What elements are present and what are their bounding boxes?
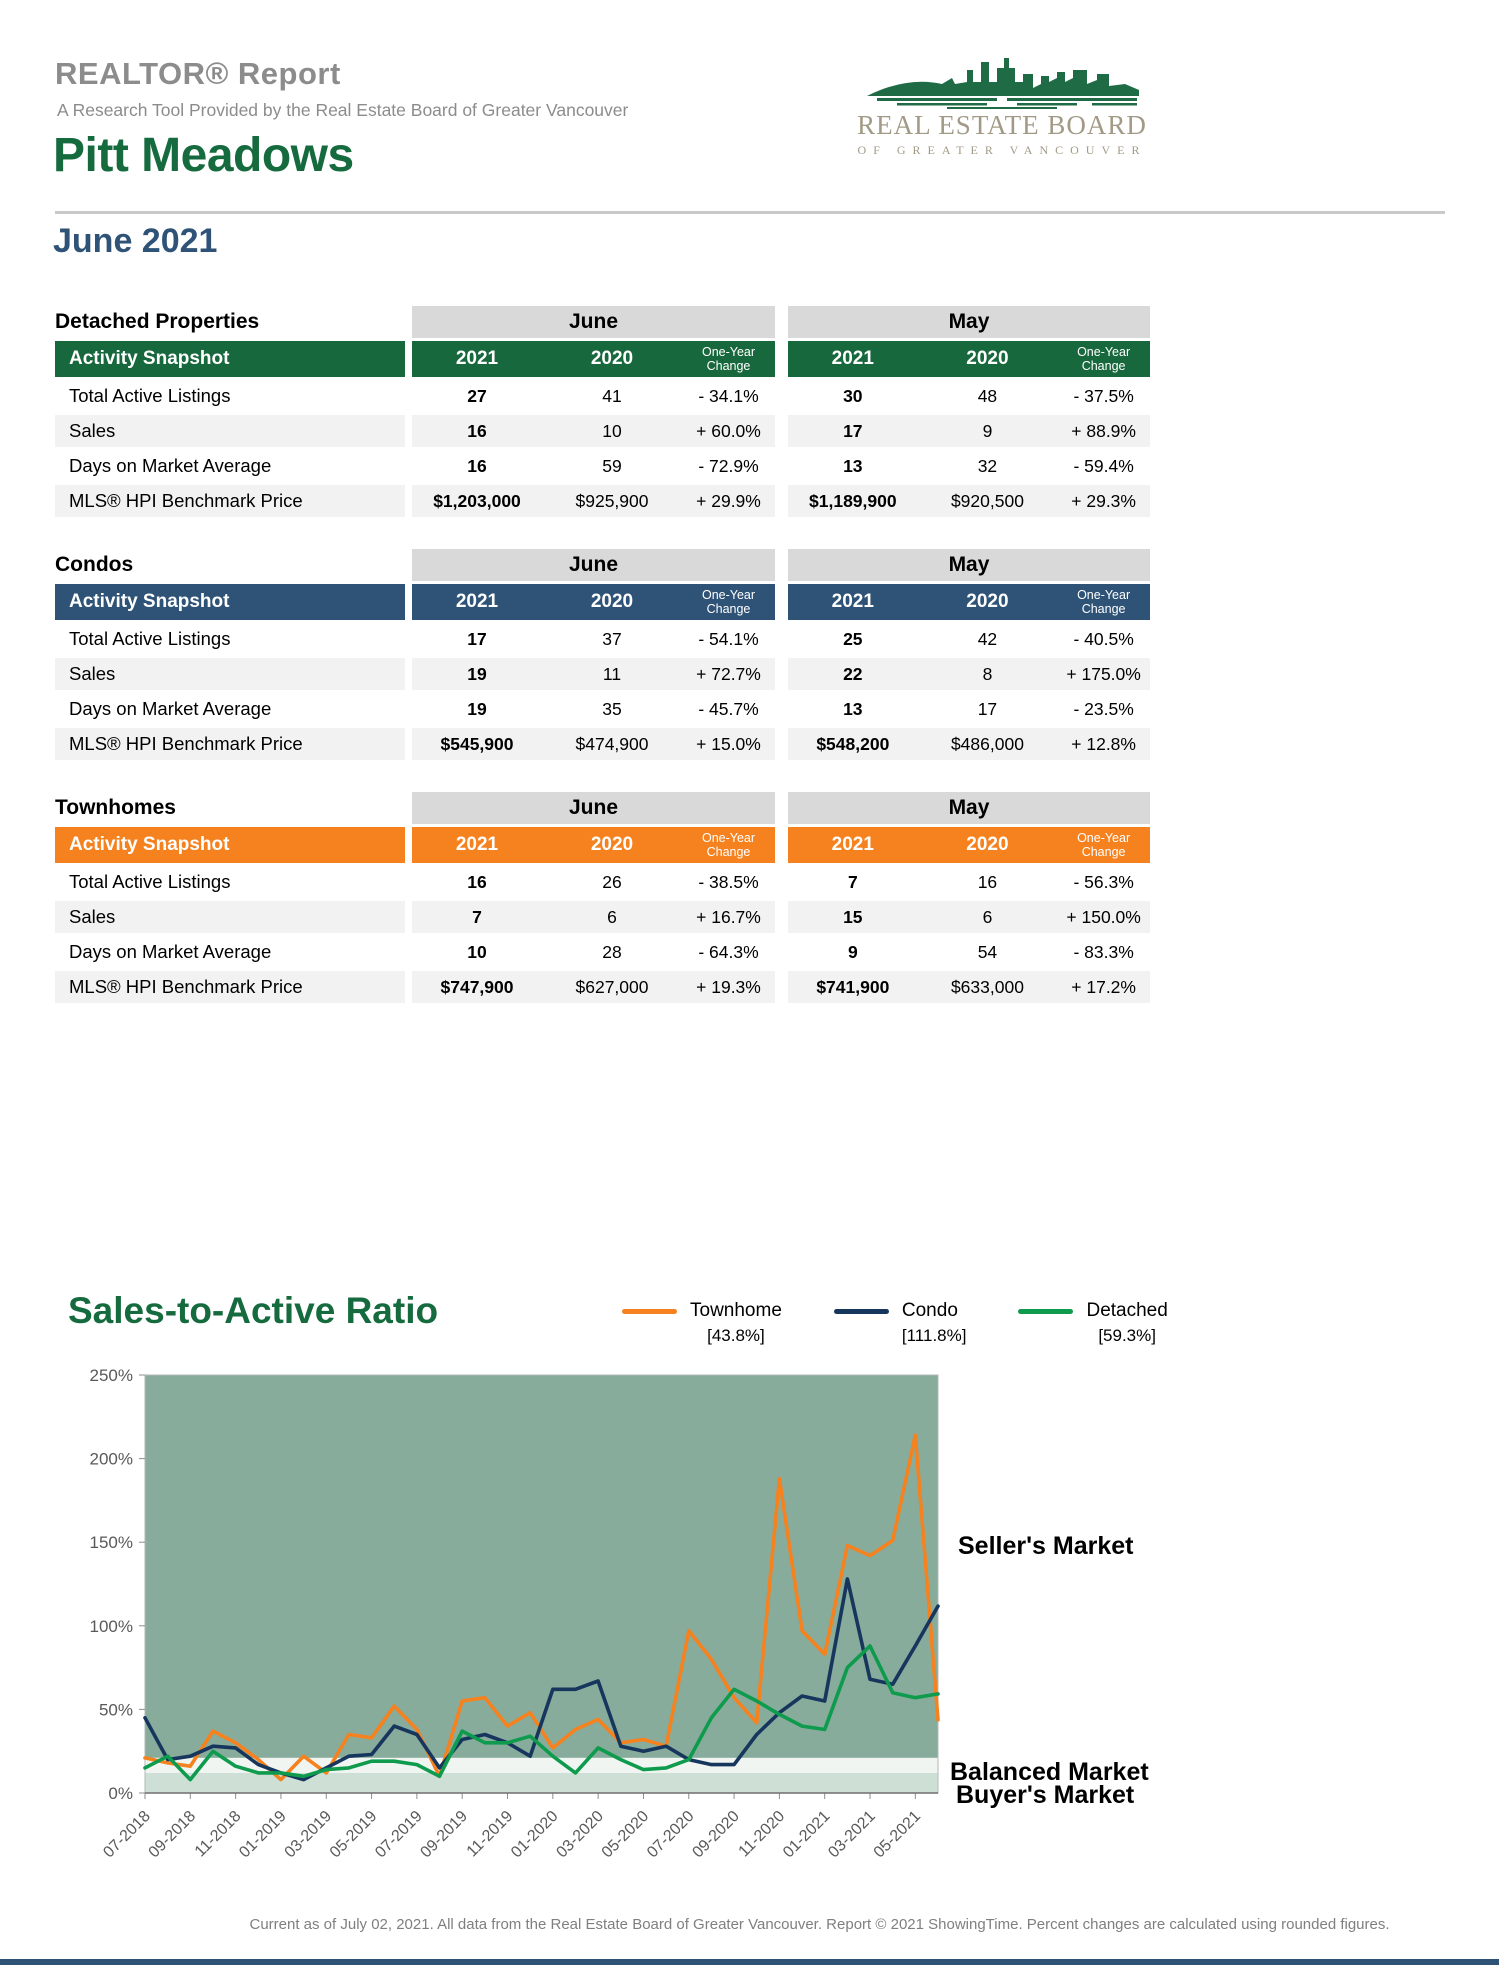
detached-line-swatch-icon	[1018, 1309, 1073, 1314]
x-tick-label: 03-2021	[825, 1807, 879, 1862]
table-cell: 28	[602, 941, 622, 962]
may-values	[788, 450, 1150, 482]
col-header-2020: 2020	[590, 834, 634, 855]
table-cell: 30	[843, 385, 863, 406]
vancouver-skyline-icon	[857, 48, 1147, 110]
band-buyer-s-market	[145, 1773, 938, 1793]
col-header-2021: 2021	[831, 591, 874, 612]
table-cell: 48	[977, 385, 998, 406]
x-tick-label: 03-2019	[281, 1807, 336, 1862]
table-cell: $633,000	[950, 976, 1024, 997]
table-cell: + 60.0%	[696, 420, 761, 441]
group-header-june: June	[412, 549, 775, 581]
table-cell: 10	[602, 420, 622, 441]
table-body	[55, 866, 1155, 1003]
table-head-row	[55, 306, 1155, 338]
table-condos	[55, 549, 1155, 760]
table-cell: + 15.0%	[696, 733, 761, 754]
row-label: Sales	[55, 415, 405, 447]
may-values	[788, 415, 1150, 447]
x-tick-label: 09-2019	[417, 1807, 472, 1862]
table-head-row	[55, 792, 1155, 824]
col-header-one-year-change: One-Year Change	[701, 587, 756, 616]
col-header-one-year-change: One-Year Change	[1077, 344, 1131, 373]
sales-to-active-ratio-chart	[52, 1368, 972, 1928]
col-header-one-year-change: One-Year Change	[701, 344, 756, 373]
report-month: June 2021	[53, 222, 218, 260]
table-cell: 54	[977, 941, 998, 962]
col-header-2021: 2021	[831, 834, 874, 855]
table-cell: + 19.3%	[696, 976, 761, 997]
snapshot-header-row	[55, 341, 1155, 377]
legend-item-condo	[834, 1300, 967, 1346]
y-tick-label: 200%	[89, 1449, 133, 1469]
table-cell: 9	[847, 941, 858, 962]
table-cell: 19	[467, 698, 487, 719]
table-cell: 11	[602, 663, 622, 684]
table-cell: 6	[607, 906, 617, 927]
x-tick-label: 11-2019	[463, 1807, 517, 1861]
table-cell: $747,900	[440, 976, 514, 997]
table-cell: 17	[467, 628, 487, 649]
table-cell: $920,500	[950, 490, 1024, 511]
table-cell: 6	[982, 906, 993, 927]
group-header-june: June	[412, 306, 775, 338]
table-cell: 13	[843, 455, 863, 476]
june-values	[412, 623, 775, 655]
y-tick-label: 250%	[89, 1368, 133, 1385]
col-header-2021: 2021	[455, 591, 499, 612]
june-values	[412, 693, 775, 725]
may-values	[788, 693, 1150, 725]
table-cell: - 23.5%	[1073, 698, 1134, 719]
col-header-2020: 2020	[966, 834, 1009, 855]
table-row	[55, 380, 1155, 412]
chart-title: Sales-to-Active Ratio	[68, 1290, 439, 1331]
may-values	[788, 936, 1150, 968]
col-header-2021: 2021	[831, 348, 874, 369]
june-column-headers	[412, 341, 775, 377]
col-header-one-year-change: One-Year Change	[1077, 830, 1131, 859]
table-cell: $925,900	[575, 490, 649, 511]
june-values	[412, 971, 775, 1003]
table-cell: 17	[977, 698, 998, 719]
table-cell: 32	[977, 455, 998, 476]
table-cell: $1,189,900	[809, 490, 897, 511]
bottom-divider	[0, 1959, 1499, 1965]
june-values	[412, 866, 775, 898]
table-cell: $741,900	[816, 976, 890, 997]
logo-sub-text: OF GREATER VANCOUVER	[857, 143, 1147, 157]
balanced-market-label: Balanced Market	[950, 1758, 1149, 1786]
table-cell: + 72.7%	[696, 663, 761, 684]
col-header-2021: 2021	[455, 834, 499, 855]
table-cell: - 72.9%	[698, 455, 759, 476]
table-cell: $1,203,000	[433, 490, 521, 511]
table-row	[55, 866, 1155, 898]
table-row	[55, 415, 1155, 447]
snapshot-header-row	[55, 827, 1155, 863]
group-header-may: May	[788, 306, 1150, 338]
table-townhomes	[55, 792, 1155, 1003]
col-header-2020: 2020	[590, 348, 634, 369]
table-cell: - 40.5%	[1073, 628, 1134, 649]
snapshot-label: Activity Snapshot	[55, 584, 405, 620]
legend-current-value: [111.8%]	[901, 1326, 967, 1345]
table-row	[55, 901, 1155, 933]
table-cell: 22	[843, 663, 863, 684]
table-cell: + 88.9%	[1071, 420, 1136, 441]
header-divider	[55, 211, 1445, 214]
col-header-2020: 2020	[590, 591, 634, 612]
row-label: Sales	[55, 901, 405, 933]
x-tick-label: 09-2020	[689, 1807, 743, 1862]
col-header-one-year-change: One-Year Change	[1077, 587, 1131, 616]
table-cell: $548,200	[816, 733, 890, 754]
x-tick-label: 03-2020	[553, 1807, 607, 1862]
may-column-headers	[788, 584, 1150, 620]
x-tick-label: 05-2021	[870, 1807, 925, 1862]
table-row	[55, 485, 1155, 517]
x-tick-label: 09-2018	[145, 1807, 200, 1862]
table-cell: + 12.8%	[1071, 733, 1136, 754]
table-body	[55, 380, 1155, 517]
june-values	[412, 380, 775, 412]
row-label: MLS® HPI Benchmark Price	[55, 728, 405, 760]
report-title: REALTOR® Report	[55, 56, 341, 91]
table-cell: 27	[467, 385, 487, 406]
table-cell: $486,000	[950, 733, 1024, 754]
may-values	[788, 658, 1150, 690]
x-tick-label: 11-2020	[735, 1807, 789, 1861]
snapshot-header-row	[55, 584, 1155, 620]
x-tick-label: 01-2020	[508, 1807, 562, 1862]
legend-current-value: [43.8%]	[707, 1326, 765, 1345]
row-label: MLS® HPI Benchmark Price	[55, 971, 405, 1003]
table-row	[55, 450, 1155, 482]
condo-line-swatch-icon	[834, 1309, 889, 1314]
table-cell: $627,000	[575, 976, 649, 997]
table-cell: 37	[602, 628, 622, 649]
table-cell: - 38.5%	[698, 871, 759, 892]
x-tick-label: 01-2021	[780, 1807, 834, 1862]
table-cell: - 59.4%	[1073, 455, 1134, 476]
rebgv-logo	[852, 48, 1152, 158]
table-cell: 35	[602, 698, 622, 719]
x-tick-label: 07-2020	[644, 1807, 698, 1862]
june-values	[412, 728, 775, 760]
col-header-2020: 2020	[966, 591, 1009, 612]
may-column-headers	[788, 341, 1150, 377]
table-row	[55, 936, 1155, 968]
may-column-headers	[788, 827, 1150, 863]
june-values	[412, 415, 775, 447]
table-cell: 16	[467, 871, 487, 892]
legend-item-townhome	[622, 1300, 782, 1346]
area-title: Pitt Meadows	[53, 129, 354, 182]
table-cell: + 29.9%	[696, 490, 761, 511]
table-cell: 41	[602, 385, 622, 406]
table-cell: - 45.7%	[698, 698, 759, 719]
june-values	[412, 936, 775, 968]
x-tick-label: 05-2020	[598, 1807, 653, 1862]
table-head-row	[55, 549, 1155, 581]
table-cell: 8	[982, 663, 993, 684]
table-cell: - 83.3%	[1073, 941, 1134, 962]
buyers-market-label: Buyer's Market	[956, 1781, 1135, 1809]
table-cell: 16	[977, 871, 998, 892]
row-label: Total Active Listings	[69, 871, 231, 892]
report-subtitle: A Research Tool Provided by the Real Estate Board of Greater Vancouver	[57, 100, 629, 120]
table-cell: - 56.3%	[1073, 871, 1134, 892]
table-cell: - 54.1%	[698, 628, 759, 649]
footer-note: Current as of July 02, 2021. All data from the Real Estate Board of Greater Vancouver. Report © 2021 ShowingTime. Percent changes are calculated using rounded figures.	[249, 1916, 1390, 1933]
june-values	[412, 450, 775, 482]
may-values	[788, 485, 1150, 517]
legend-item-detached	[1018, 1300, 1167, 1346]
row-label: MLS® HPI Benchmark Price	[55, 485, 405, 517]
x-tick-label: 05-2019	[326, 1807, 381, 1862]
table-cell: $474,900	[575, 733, 649, 754]
table-cell: + 17.2%	[1071, 976, 1136, 997]
row-label: Total Active Listings	[69, 385, 231, 406]
group-header-may: May	[788, 549, 1150, 581]
table-cell: 16	[467, 420, 487, 441]
table-cell: 10	[467, 941, 487, 962]
y-tick-label: 100%	[89, 1616, 133, 1636]
row-label: Total Active Listings	[69, 628, 231, 649]
may-values	[788, 623, 1150, 655]
table-cell: 25	[843, 628, 863, 649]
row-label: Days on Market Average	[69, 698, 272, 719]
table-body	[55, 623, 1155, 760]
x-tick-label: 07-2018	[100, 1807, 154, 1862]
june-values	[412, 658, 775, 690]
table-row	[55, 658, 1155, 690]
x-tick-label: 01-2019	[236, 1807, 290, 1862]
table-cell: 9	[982, 420, 993, 441]
row-label: Sales	[55, 658, 405, 690]
y-tick-label: 50%	[98, 1700, 133, 1720]
june-values	[412, 485, 775, 517]
table-cell: 19	[467, 663, 487, 684]
activity-tables	[55, 306, 1155, 1035]
table-cell: 59	[602, 455, 622, 476]
table-row	[55, 728, 1155, 760]
snapshot-label: Activity Snapshot	[55, 827, 405, 863]
june-column-headers	[412, 827, 775, 863]
section-title: Condos	[55, 553, 134, 576]
table-cell: 7	[847, 871, 858, 892]
legend-label: Detached	[1086, 1300, 1168, 1321]
y-tick-label: 0%	[108, 1784, 133, 1803]
table-cell: 13	[843, 698, 863, 719]
row-label: Days on Market Average	[69, 941, 272, 962]
may-values	[788, 380, 1150, 412]
y-tick-label: 150%	[89, 1533, 133, 1553]
col-header-one-year-change: One-Year Change	[701, 830, 756, 859]
legend-current-value: [59.3%]	[1098, 1326, 1156, 1345]
table-cell: + 16.7%	[696, 906, 761, 927]
may-values	[788, 866, 1150, 898]
x-tick-label: 07-2019	[372, 1807, 426, 1862]
townhome-line-swatch-icon	[622, 1309, 677, 1314]
table-cell: 15	[843, 906, 863, 927]
col-header-2020: 2020	[966, 348, 1009, 369]
may-values	[788, 971, 1150, 1003]
june-column-headers	[412, 584, 775, 620]
table-row	[55, 693, 1155, 725]
table-cell: 7	[472, 906, 482, 927]
table-cell: + 29.3%	[1071, 490, 1136, 511]
table-cell: 16	[467, 455, 487, 476]
section-title: Townhomes	[55, 796, 176, 819]
section-title: Detached Properties	[55, 310, 260, 333]
table-row	[55, 971, 1155, 1003]
may-values	[788, 901, 1150, 933]
logo-name-text: REAL ESTATE BOARD	[857, 110, 1147, 140]
chart-legend	[622, 1300, 1168, 1346]
group-header-may: May	[788, 792, 1150, 824]
table-row	[55, 623, 1155, 655]
x-tick-label: 11-2018	[191, 1807, 245, 1861]
snapshot-label: Activity Snapshot	[55, 341, 405, 377]
sellers-market-label: Seller's Market	[958, 1532, 1134, 1560]
june-values	[412, 901, 775, 933]
table-cell: 17	[843, 420, 863, 441]
table-cell: $545,900	[440, 733, 514, 754]
group-header-june: June	[412, 792, 775, 824]
table-cell: 26	[602, 871, 622, 892]
table-cell: - 37.5%	[1073, 385, 1134, 406]
table-cell: - 64.3%	[698, 941, 759, 962]
table-cell: - 34.1%	[698, 385, 759, 406]
table-detached-properties	[55, 306, 1155, 517]
table-cell: 42	[977, 628, 998, 649]
may-values	[788, 728, 1150, 760]
table-cell: + 150.0%	[1066, 906, 1141, 927]
legend-label: Townhome	[690, 1300, 782, 1321]
row-label: Days on Market Average	[69, 455, 272, 476]
table-cell: + 175.0%	[1066, 663, 1141, 684]
col-header-2021: 2021	[455, 348, 499, 369]
legend-label: Condo	[901, 1300, 958, 1321]
